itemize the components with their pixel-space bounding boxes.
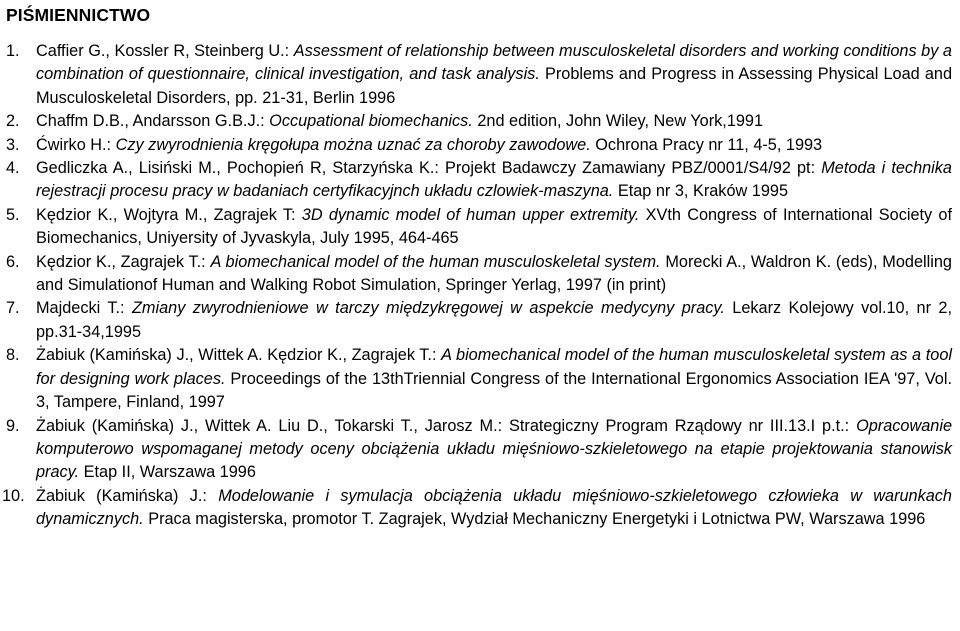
- reference-text: Kędzior K., Wojtyra M., Zagrajek T: 3D dynamic model of human upper extremity. XVth Congress of International Society of Biomechanics, Uniyersity of Jyvaskyla, July 1995, 464-465: [36, 205, 953, 248]
- reference-item: [6, 204, 952, 251]
- reference-text: Chaffm D.B., Andarsson G.B.J.: Occupational biomechanics. 2nd edition, John Wiley, New York,1991: [36, 112, 764, 131]
- reference-item: [6, 110, 952, 133]
- reference-number: 7.: [6, 299, 20, 318]
- reference-item: [6, 251, 952, 298]
- reference-list: [2, 40, 953, 532]
- reference-number: 2.: [6, 112, 20, 131]
- reference-number: 1.: [6, 42, 20, 60]
- reference-item: [6, 297, 952, 344]
- reference-text: Kędzior K., Zagrajek T.: A biomechanical model of the human musculoskeletal system. Morecki A., Waldron K. (eds), Modelling and Simulationof Human and Walking Robot Simulation, Springer Yerlag, 1997 (in print): [36, 252, 952, 295]
- reference-number: 9.: [6, 416, 20, 435]
- reference-text: Majdecki T.: Zmiany zwyrodnieniowe w tarczy międzykręgowej w aspekcie medycyny pracy. Lekarz Kolejowy vol.10, nr 2, pp.31-34,1995: [36, 299, 952, 341]
- reference-number: 6.: [6, 252, 20, 271]
- reference-number: 10.: [2, 486, 25, 505]
- reference-number: 3.: [6, 135, 20, 154]
- reference-item: [6, 344, 952, 414]
- reference-text: Żabiuk (Kamińska) J., Wittek A. Liu D., Tokarski T., Jarosz M.: Strategiczny Program Rządowy nr III.13.I p.t.: Opracowanie komputerowo wspomaganej metody oceny obciążenia układu mięśniowo-szkieletowego na etapie projektowania stanowisk pracy. Etap II, Warszawa 1996: [36, 416, 952, 482]
- reference-number: 8.: [6, 346, 20, 365]
- reference-number: 4.: [6, 159, 20, 178]
- reference-item: [6, 157, 952, 204]
- section-heading: PIŚMIENNICTWO: [6, 5, 151, 25]
- reference-text: Caffier G., Kossler R, Steinberg U.: Assessment of relationship between musculoskeletal disorders and working conditions by a combination of questionnaire, clinical investigation, and task analysis. Problems and Progress in Assessing Physical Load and Musculoskeletal Disorders, pp. 21-31, Berlin 1996: [36, 42, 952, 107]
- reference-number: 5.: [6, 205, 20, 224]
- reference-text: Gedliczka A., Lisiński M., Pochopień R, Starzyńska K.: Projekt Badawczy Zamawiany PBZ/0001/S4/92 pt: Metoda i technika rejestracji procesu pracy w badaniach certyfikacyjnch układu czlowiek-maszyna. Etap nr 3, Kraków 1995: [36, 159, 952, 201]
- reference-text: Ćwirko H.: Czy zwyrodnienia kręgołupa można uznać za choroby zawodowe. Ochrona Pracy nr 11, 4-5, 1993: [36, 135, 823, 154]
- reference-item: [2, 485, 952, 532]
- reference-item: [6, 134, 952, 157]
- reference-text: Żabiuk (Kamińska) J.: Modelowanie i symulacja obciążenia układu mięśniowo-szkieletowego człowieka w warunkach dynamicznych. Praca magisterska, promotor T. Zagrajek, Wydział Mechaniczny Energetyki i Lotnictwa PW, Warszawa 1996: [36, 486, 952, 529]
- reference-item: [6, 415, 952, 485]
- reference-text: Żabiuk (Kamińska) J., Wittek A. Kędzior K., Zagrajek T.: A biomechanical model of the human musculoskeletal system as a tool for designing work places. Proceedings of the 13thTriennial Congress of the International Ergonomics Association IEA '97, Vol. 3, Tampere, Finland, 1997: [36, 346, 952, 412]
- reference-item: [6, 40, 952, 110]
